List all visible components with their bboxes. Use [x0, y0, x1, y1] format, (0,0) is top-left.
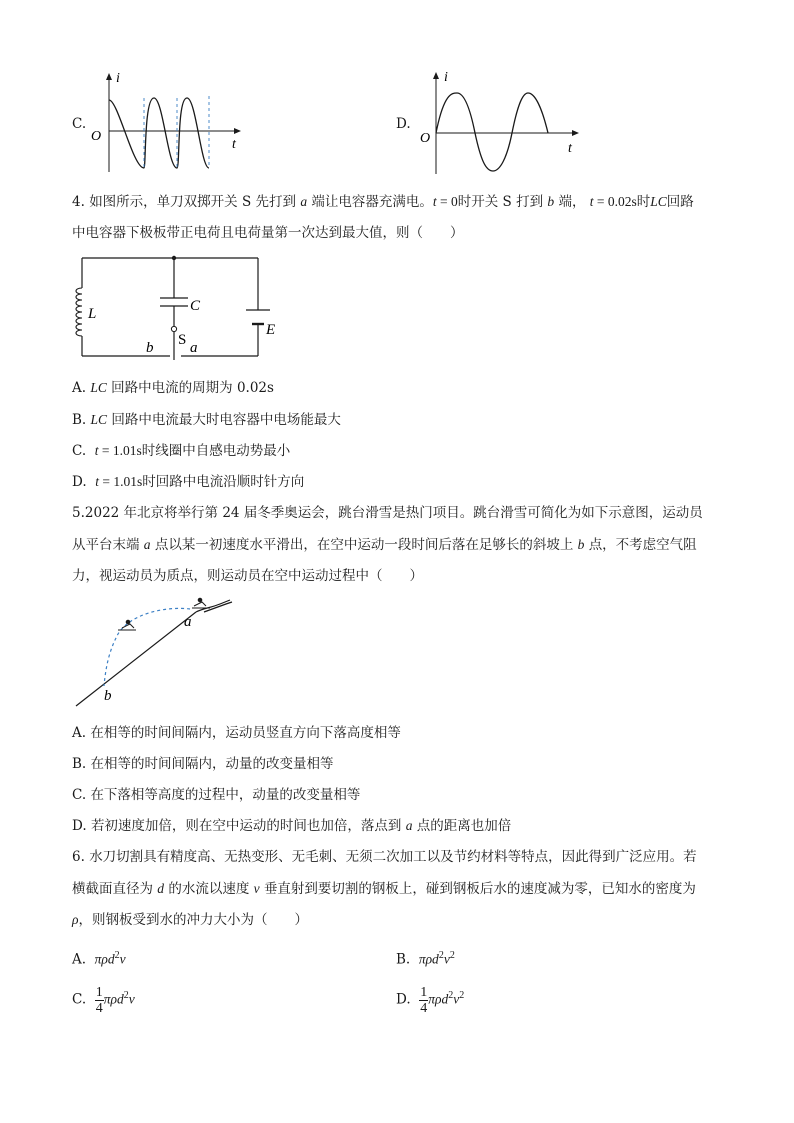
q5-option-c: C. 在下落相等高度的过程中，动量的改变量相等: [72, 787, 361, 803]
q6-line2: 横截面直径为 d 的水流以速度 v 垂直射到要切割的钢板上，碰到钢板后水的速度减为零，已知水的密度为: [72, 881, 696, 897]
q5-figure-a: a: [184, 614, 192, 630]
graph-d-origin: O: [420, 131, 431, 146]
option-c-label: C.: [72, 116, 87, 132]
graph-d-ylabel: i: [444, 70, 448, 85]
q4-line1: 4. 如图所示，单刀双掷开关 S 先打到 a 端让电容器充满电。t = 0时开关 S 打到 b 端， t = 0.02s时LC回路: [72, 194, 694, 210]
q4-option-d: D. t = 1.01s时回路中电流沿顺时针方向: [72, 474, 305, 490]
q4-circuit-inductor: [76, 288, 82, 336]
q6-option-d: D. $\frac{1}{4}$ $\pi\rho d^2v^2$: [396, 984, 465, 1016]
q5-skier-air: [118, 620, 136, 630]
q6-option-b: B. $\pi\rho d^2v^2$: [396, 950, 455, 968]
q4-option-c: C. t = 1.01s时线圈中自感电动势最小: [72, 443, 291, 459]
q4-circuit-b: b: [146, 340, 154, 356]
q5-slope: [76, 612, 196, 706]
q4-circuit-junction: [172, 256, 176, 260]
q4-option-a: A. LC 回路中电流的周期为 0.02s: [72, 380, 274, 396]
q4-circuit-E: E: [266, 322, 276, 338]
q5-line3: 力，视运动员为质点，则运动员在空中运动过程中（ ）: [72, 568, 423, 584]
q4-circuit-C: C: [190, 298, 201, 314]
graph-c-ylabel: i: [116, 71, 120, 86]
q5-line1: 5.2022 年北京将举行第 24 届冬季奥运会，跳台滑雪是热门项目。跳台滑雪可简化为如下示意图，运动员: [72, 505, 703, 521]
q5-figure-b: b: [104, 688, 112, 704]
q6-option-c-fraction: $\frac{1}{4}$: [95, 984, 103, 1016]
q4-option-b: B. LC 回路中电流最大时电容器中电场能最大: [72, 412, 341, 428]
option-d-label: D.: [396, 116, 411, 132]
q5-option-d: D. 若初速度加倍，则在空中运动的时间也加倍，落点到 a 点的距离也加倍: [72, 818, 512, 834]
q5-option-a: A. 在相等的时间间隔内，运动员竖直方向下落高度相等: [72, 725, 401, 741]
q5-option-b: B. 在相等的时间间隔内，动量的改变量相等: [72, 756, 334, 772]
q5-figure: [70, 594, 240, 708]
q4-line2: 中电容器下极板带正电荷且电荷量第一次达到最大值，则（ ）: [72, 225, 464, 241]
q4-circuit: [66, 252, 286, 364]
graph-c: [88, 68, 248, 176]
graph-d-xlabel: t: [568, 141, 572, 156]
q6-option-a: A. πρd$^2$v: [72, 950, 126, 968]
q6-line1: 6. 水刀切割具有精度高、无热变形、无毛刺、无须二次加工以及节约材料等特点，因此得到广泛应用。若: [72, 849, 697, 865]
q4-circuit-a: a: [190, 340, 198, 356]
graph-d-curve: [436, 93, 548, 171]
q6-option-d-fraction: $\frac{1}{4}$: [420, 984, 428, 1016]
graph-c-xlabel: t: [232, 137, 236, 152]
graph-c-curve: [109, 98, 209, 168]
q5-line2: 从平台末端 a 点以某一初速度水平滑出，在空中运动一段时间后落在足够长的斜坡上 b 点，不考虑空气阻: [72, 537, 697, 553]
q4-circuit-S: S: [178, 332, 187, 348]
q5-skier-a: [192, 598, 210, 608]
q4-circuit-switch-pivot: [171, 326, 176, 331]
graph-c-origin: O: [91, 129, 102, 144]
q6-option-c: C. $\frac{1}{4}$ πρd$^2$v: [72, 984, 135, 1016]
graph-d: [414, 68, 584, 178]
q4-circuit-L: L: [88, 306, 97, 322]
q6-line3: ρ，则钢板受到水的冲力大小为（ ）: [72, 912, 308, 928]
